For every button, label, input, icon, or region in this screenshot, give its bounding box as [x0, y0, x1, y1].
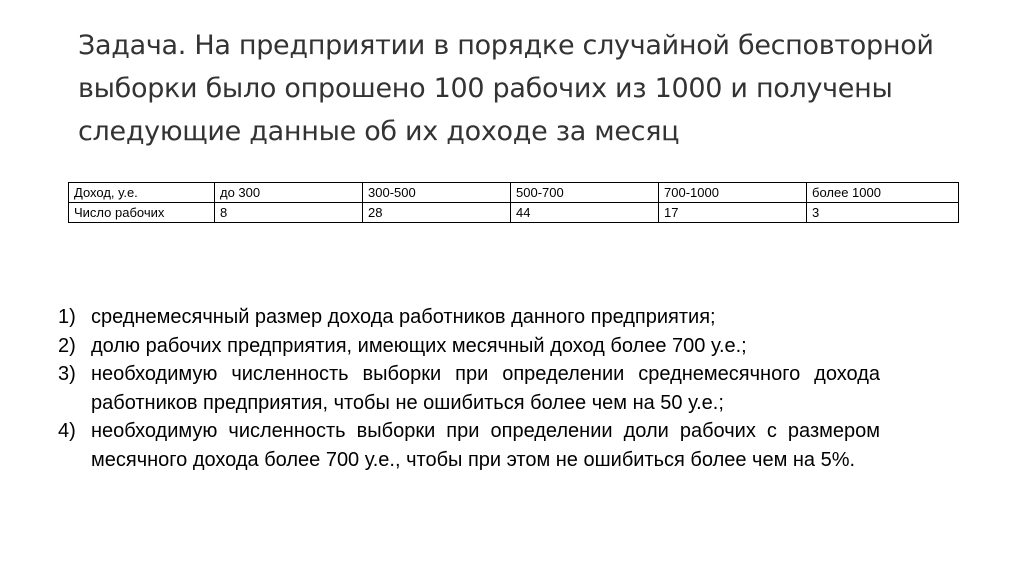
- list-item-text: долю рабочих предприятия, имеющих месячный доход более 700 у.е.;: [91, 334, 747, 357]
- table-cell: более 1000: [807, 183, 959, 203]
- list-item: [58, 417, 880, 474]
- list-item: [58, 332, 880, 361]
- table-cell: 28: [363, 203, 511, 223]
- list-item-text: необходимую численность выборки при определении доли рабочих с размером месячного дохода более 700 у.е., чтобы при этом не ошибиться более чем на 5%.: [91, 420, 880, 471]
- list-item-number: 1): [58, 306, 76, 328]
- table-row-income: [69, 183, 959, 203]
- table-cell: 300-500: [363, 183, 511, 203]
- list-item: [58, 303, 880, 332]
- list-item-number: 3): [58, 363, 76, 385]
- row-label-income: Доход, у.е.: [69, 183, 215, 203]
- list-item: [58, 360, 880, 417]
- list-item-number: 2): [58, 334, 76, 357]
- table-cell: 17: [659, 203, 807, 223]
- table-row-workers: [69, 203, 959, 223]
- table-cell: 500-700: [511, 183, 659, 203]
- table-cell: 44: [511, 203, 659, 223]
- list-item-number: 4): [58, 420, 76, 442]
- task-list: [58, 303, 880, 474]
- row-label-workers: Число рабочих: [69, 203, 215, 223]
- table-cell: 700-1000: [659, 183, 807, 203]
- slide-title: Задача. На предприятии в порядке случайной бесповторной выборки было опрошено 100 рабочих из 1000 и получены следующие данные об их доходе за месяц: [78, 30, 934, 147]
- table-cell: до 300: [215, 183, 363, 203]
- list-item-text: необходимую численность выборки при определении среднемесячного дохода работников предприятия, чтобы не ошибиться более чем на 50 у.е.;: [91, 363, 880, 414]
- table-cell: 3: [807, 203, 959, 223]
- table-cell: 8: [215, 203, 363, 223]
- income-table: [68, 182, 959, 223]
- list-item-text: среднемесячный размер дохода работников данного предприятия;: [91, 306, 716, 328]
